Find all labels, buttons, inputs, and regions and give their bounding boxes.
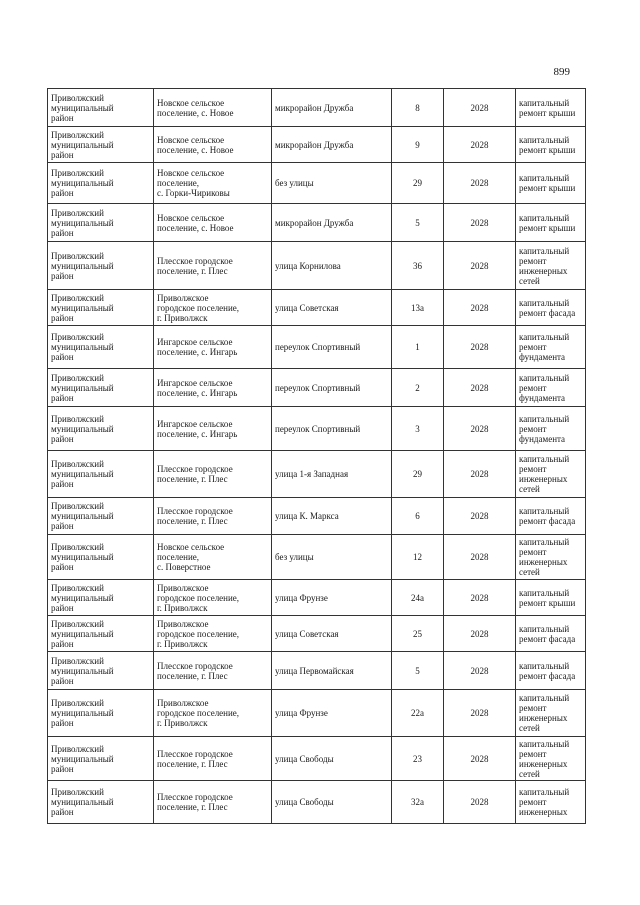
work-type-cell: капитальный ремонт фундамента [516, 326, 586, 369]
house-number-cell: 8 [392, 89, 444, 127]
year-cell: 2028 [444, 498, 516, 535]
district-cell: Приволжский муниципальный район [48, 204, 154, 242]
year-cell: 2028 [444, 242, 516, 290]
district-cell: Приволжский муниципальный район [48, 369, 154, 407]
house-number-cell: 24а [392, 580, 444, 616]
year-cell: 2028 [444, 290, 516, 326]
street-cell: микрорайон Дружба [272, 204, 392, 242]
settlement-cell: Плесское городское поселение, г. Плес [154, 652, 272, 690]
work-type-cell: капитальный ремонт фасада [516, 290, 586, 326]
street-cell: улица 1-я Западная [272, 451, 392, 498]
table-row [48, 451, 586, 498]
repair-schedule-table [47, 88, 586, 824]
street-cell: без улицы [272, 163, 392, 204]
settlement-cell: Плесское городское поселение, г. Плес [154, 242, 272, 290]
settlement-cell: Ингарское сельское поселение, с. Ингарь [154, 369, 272, 407]
street-cell: улица К. Маркса [272, 498, 392, 535]
district-cell: Приволжский муниципальный район [48, 781, 154, 824]
year-cell: 2028 [444, 326, 516, 369]
work-type-cell: капитальный ремонт крыши [516, 163, 586, 204]
year-cell: 2028 [444, 204, 516, 242]
settlement-cell: Приволжское городское поселение, г. Приволжск [154, 580, 272, 616]
district-cell: Приволжский муниципальный район [48, 127, 154, 163]
table-body [48, 89, 586, 824]
year-cell: 2028 [444, 737, 516, 781]
table-row [48, 127, 586, 163]
work-type-cell: капитальный ремонт крыши [516, 89, 586, 127]
settlement-cell: Ингарское сельское поселение, с. Ингарь [154, 407, 272, 451]
house-number-cell: 32а [392, 781, 444, 824]
street-cell: улица Советская [272, 290, 392, 326]
year-cell: 2028 [444, 163, 516, 204]
settlement-cell: Плесское городское поселение, г. Плес [154, 781, 272, 824]
settlement-cell: Новское сельское поселение, с. Новое [154, 89, 272, 127]
district-cell: Приволжский муниципальный район [48, 535, 154, 580]
year-cell: 2028 [444, 89, 516, 127]
year-cell: 2028 [444, 652, 516, 690]
work-type-cell: капитальный ремонт инженерных сетей [516, 242, 586, 290]
house-number-cell: 6 [392, 498, 444, 535]
year-cell: 2028 [444, 407, 516, 451]
table-row [48, 290, 586, 326]
table-row [48, 204, 586, 242]
settlement-cell: Приволжское городское поселение, г. Приволжск [154, 690, 272, 737]
street-cell: улица Фрунзе [272, 580, 392, 616]
district-cell: Приволжский муниципальный район [48, 451, 154, 498]
house-number-cell: 9 [392, 127, 444, 163]
settlement-cell: Плесское городское поселение, г. Плес [154, 498, 272, 535]
work-type-cell: капитальный ремонт инженерных сетей [516, 451, 586, 498]
district-cell: Приволжский муниципальный район [48, 407, 154, 451]
district-cell: Приволжский муниципальный район [48, 580, 154, 616]
work-type-cell: капитальный ремонт фасада [516, 652, 586, 690]
settlement-cell: Приволжское городское поселение, г. Приволжск [154, 290, 272, 326]
work-type-cell: капитальный ремонт крыши [516, 580, 586, 616]
table-row [48, 737, 586, 781]
year-cell: 2028 [444, 781, 516, 824]
table-row [48, 690, 586, 737]
district-cell: Приволжский муниципальный район [48, 89, 154, 127]
district-cell: Приволжский муниципальный район [48, 616, 154, 652]
work-type-cell: капитальный ремонт инженерных сетей [516, 737, 586, 781]
work-type-cell: капитальный ремонт инженерных сетей [516, 535, 586, 580]
table-row [48, 163, 586, 204]
year-cell: 2028 [444, 451, 516, 498]
house-number-cell: 36 [392, 242, 444, 290]
house-number-cell: 25 [392, 616, 444, 652]
district-cell: Приволжский муниципальный район [48, 652, 154, 690]
table-row [48, 89, 586, 127]
street-cell: микрорайон Дружба [272, 89, 392, 127]
street-cell: улица Корнилова [272, 242, 392, 290]
district-cell: Приволжский муниципальный район [48, 737, 154, 781]
street-cell: улица Свободы [272, 737, 392, 781]
work-type-cell: капитальный ремонт инженерных [516, 781, 586, 824]
house-number-cell: 1 [392, 326, 444, 369]
table-row [48, 580, 586, 616]
district-cell: Приволжский муниципальный район [48, 290, 154, 326]
street-cell: переулок Спортивный [272, 407, 392, 451]
settlement-cell: Новское сельское поселение, с. Горки-Чириковы [154, 163, 272, 204]
street-cell: улица Советская [272, 616, 392, 652]
house-number-cell: 12 [392, 535, 444, 580]
street-cell: переулок Спортивный [272, 369, 392, 407]
house-number-cell: 13а [392, 290, 444, 326]
settlement-cell: Новское сельское поселение, с. Поверстное [154, 535, 272, 580]
table-row [48, 242, 586, 290]
district-cell: Приволжский муниципальный район [48, 163, 154, 204]
street-cell: переулок Спортивный [272, 326, 392, 369]
district-cell: Приволжский муниципальный район [48, 326, 154, 369]
street-cell: микрорайон Дружба [272, 127, 392, 163]
house-number-cell: 5 [392, 652, 444, 690]
table-row [48, 498, 586, 535]
street-cell: улица Свободы [272, 781, 392, 824]
settlement-cell: Новское сельское поселение, с. Новое [154, 127, 272, 163]
street-cell: улица Фрунзе [272, 690, 392, 737]
work-type-cell: капитальный ремонт фасада [516, 498, 586, 535]
work-type-cell: капитальный ремонт крыши [516, 204, 586, 242]
table-row [48, 326, 586, 369]
page-number: 899 [553, 66, 570, 78]
table-row [48, 535, 586, 580]
year-cell: 2028 [444, 580, 516, 616]
table-row [48, 369, 586, 407]
house-number-cell: 22а [392, 690, 444, 737]
settlement-cell: Ингарское сельское поселение, с. Ингарь [154, 326, 272, 369]
house-number-cell: 2 [392, 369, 444, 407]
year-cell: 2028 [444, 369, 516, 407]
table-row [48, 407, 586, 451]
settlement-cell: Приволжское городское поселение, г. Приволжск [154, 616, 272, 652]
year-cell: 2028 [444, 127, 516, 163]
settlement-cell: Новское сельское поселение, с. Новое [154, 204, 272, 242]
house-number-cell: 3 [392, 407, 444, 451]
street-cell: улица Первомайская [272, 652, 392, 690]
house-number-cell: 29 [392, 451, 444, 498]
district-cell: Приволжский муниципальный район [48, 242, 154, 290]
year-cell: 2028 [444, 690, 516, 737]
work-type-cell: капитальный ремонт крыши [516, 127, 586, 163]
work-type-cell: капитальный ремонт фундамента [516, 369, 586, 407]
street-cell: без улицы [272, 535, 392, 580]
settlement-cell: Плесское городское поселение, г. Плес [154, 451, 272, 498]
table-row [48, 781, 586, 824]
house-number-cell: 29 [392, 163, 444, 204]
house-number-cell: 23 [392, 737, 444, 781]
district-cell: Приволжский муниципальный район [48, 498, 154, 535]
work-type-cell: капитальный ремонт фасада [516, 616, 586, 652]
table-row [48, 616, 586, 652]
settlement-cell: Плесское городское поселение, г. Плес [154, 737, 272, 781]
year-cell: 2028 [444, 616, 516, 652]
house-number-cell: 5 [392, 204, 444, 242]
district-cell: Приволжский муниципальный район [48, 690, 154, 737]
work-type-cell: капитальный ремонт инженерных сетей [516, 690, 586, 737]
year-cell: 2028 [444, 535, 516, 580]
table-row [48, 652, 586, 690]
work-type-cell: капитальный ремонт фундамента [516, 407, 586, 451]
